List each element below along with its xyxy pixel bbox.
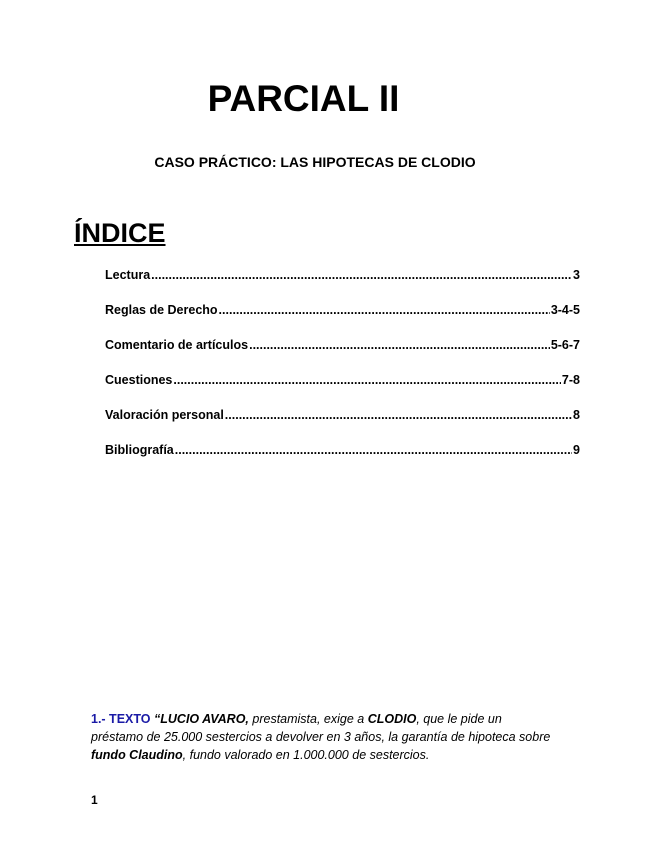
toc-entry-comentario [105,338,580,373]
toc-pages: 9 [573,443,580,457]
fundo-name: fundo Claudino [91,748,183,762]
toc-entry-valoracion [105,408,580,443]
toc-leader [173,373,561,387]
toc-label: Reglas de Derecho [105,303,218,317]
text-fragment: prestamista, exige a [248,712,368,726]
toc-entry-cuestiones [105,373,580,408]
document-title: PARCIAL II [207,78,400,119]
text-fragment: , que le pide un préstamo de 25.000 sestercios a devolver en 3 años, la garantía de hipoteca sobre [91,712,551,744]
toc-label: Bibliografía [105,443,174,457]
toc-leader [249,338,550,352]
toc-pages: 5-6-7 [550,338,580,352]
document-subtitle: CASO PRÁCTICO: LAS HIPOTECAS DE CLODIO [154,154,476,170]
toc-label: Lectura [105,268,151,282]
toc-pages: 3 [573,268,580,282]
toc-label: Comentario de artículos [105,338,249,352]
toc-pages: 7-8 [561,373,580,387]
toc-leader [225,408,572,422]
toc-leader [219,303,550,317]
name-clodio: CLODIO [367,712,417,726]
toc-entry-reglas [105,303,580,338]
toc-pages: 8 [573,408,580,422]
toc-entry-lectura [105,268,580,303]
table-of-contents [105,268,580,478]
toc-pages: 3-4-5 [550,303,580,317]
text-paragraph [91,710,551,764]
quote-opening: “LUCIO AVARO, [154,712,249,726]
toc-label: Valoración personal [105,408,224,422]
section-number: 1.- TEXTO [91,712,151,726]
toc-leader [175,443,572,457]
toc-label: Cuestiones [105,373,173,387]
page-number: 1 [91,793,98,807]
toc-entry-bibliografia [105,443,580,478]
text-fragment: , fundo valorado en 1.000.000 de sestercios. [182,748,430,762]
index-heading: ÍNDICE [74,218,166,248]
toc-leader [151,268,572,282]
